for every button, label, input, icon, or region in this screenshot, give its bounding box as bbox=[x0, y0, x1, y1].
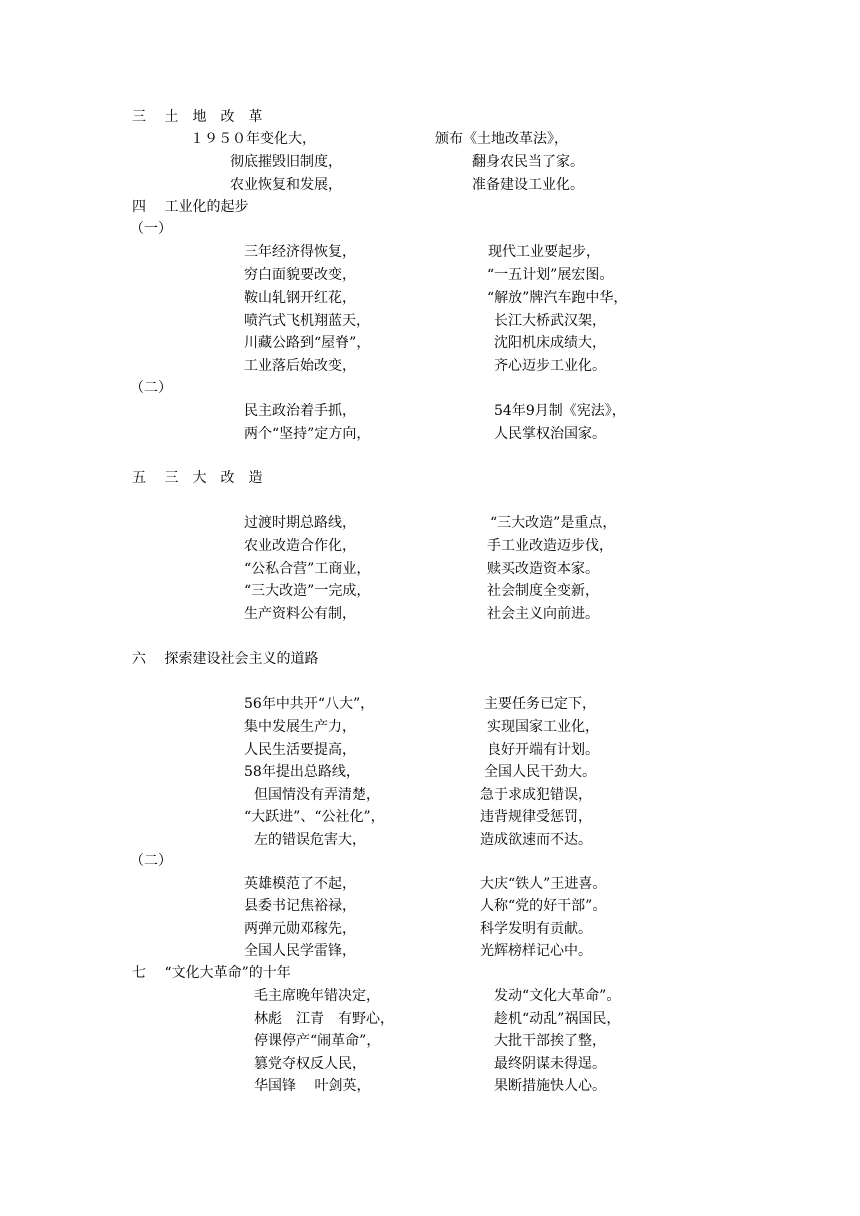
poem-line-right: 社会制度全变新， bbox=[487, 583, 599, 599]
poem-line-right: 人称“党的好干部”。 bbox=[480, 898, 607, 914]
poem-line-right: 准备建设工业化。 bbox=[472, 177, 584, 193]
poem-line-right: 科学发明有贡献。 bbox=[480, 921, 592, 937]
poem-line-left: “大跃进”、“公社化”， bbox=[244, 809, 385, 825]
poem-line-left: １９５０年变化大， bbox=[190, 131, 316, 147]
poem-line-left: 全国人民学雷锋， bbox=[244, 943, 356, 959]
poem-line-left: 生产资料公有制， bbox=[244, 606, 356, 622]
poem-line-left: 民主政治着手抓， bbox=[244, 403, 356, 419]
poem-line-right: 主要任务已定下， bbox=[484, 696, 596, 712]
poem-line-left: 穷白面貌要改变， bbox=[244, 267, 356, 283]
poem-line-right: 颁布《土地改革法》， bbox=[435, 131, 568, 147]
poem-line-left: “三大改造”一完成， bbox=[244, 583, 371, 599]
poem-line-left: 毛主席晚年错决定， bbox=[254, 988, 380, 1004]
poem-line-left: 彻底摧毁旧制度， bbox=[230, 154, 342, 170]
poem-line-right: 全国人民干劲大。 bbox=[484, 764, 596, 780]
subsection-label: （一） bbox=[130, 221, 172, 237]
poem-line-right: 趁机“动乱”祸国民， bbox=[494, 1011, 621, 1027]
poem-line-left: 三年经济得恢复， bbox=[244, 244, 356, 260]
poem-line-left: 左的错误危害大， bbox=[254, 832, 366, 848]
poem-line-right: 发动“文化大革命”。 bbox=[494, 988, 621, 1004]
section-4-heading: 四 工业化的起步 bbox=[132, 199, 249, 215]
section-5-heading: 五 三 大 改 造 bbox=[132, 470, 263, 486]
poem-line-right: 翻身农民当了家。 bbox=[472, 154, 584, 170]
poem-line-left: 过渡时期总路线， bbox=[244, 515, 356, 531]
poem-line-right: “解放”牌汽车跑中华， bbox=[487, 290, 628, 306]
poem-line-right: 齐心迈步工业化。 bbox=[494, 358, 606, 374]
poem-line-right: 光辉榜样记心中。 bbox=[480, 943, 592, 959]
poem-line-left: “公私合营”工商业， bbox=[244, 561, 371, 577]
poem-line-right: 违背规律受惩罚， bbox=[480, 809, 592, 825]
poem-line-right: 沈阳机床成绩大， bbox=[494, 335, 606, 351]
poem-line-left: 林彪 江青 有野心， bbox=[254, 1011, 394, 1027]
poem-line-left: 喷汽式飞机翔蓝天， bbox=[244, 313, 370, 329]
poem-line-right: 手工业改造迈步伐， bbox=[487, 538, 613, 554]
poem-line-left: 58年提出总路线， bbox=[244, 764, 360, 780]
poem-line-right: “一五计划”展宏图。 bbox=[487, 267, 614, 283]
poem-line-left: 两弹元勋邓稼先， bbox=[244, 921, 356, 937]
poem-line-right: 社会主义向前进。 bbox=[487, 606, 599, 622]
poem-line-left: 农业恢复和发展， bbox=[230, 177, 342, 193]
poem-line-right: 造成欲速而不达。 bbox=[480, 832, 592, 848]
poem-line-left: 篡党夺权反人民， bbox=[254, 1056, 366, 1072]
poem-line-left: 两个“坚持”定方向， bbox=[244, 426, 371, 442]
poem-line-right: 长江大桥武汉架， bbox=[494, 313, 606, 329]
poem-line-left: 鞍山轧钢开红花， bbox=[244, 290, 356, 306]
poem-line-left: 人民生活要提高， bbox=[244, 742, 356, 758]
section-7-heading: 七 “文化大革命”的十年 bbox=[132, 965, 291, 981]
poem-line-right: 现代工业要起步， bbox=[488, 244, 600, 260]
poem-line-right: 实现国家工业化， bbox=[487, 719, 599, 735]
poem-line-left: 川藏公路到“屋脊”， bbox=[244, 335, 371, 351]
poem-line-right: 赎买改造资本家。 bbox=[487, 561, 599, 577]
poem-line-left: 但国情没有弄清楚， bbox=[254, 787, 380, 803]
poem-line-right: 良好开端有计划。 bbox=[487, 742, 599, 758]
section-3-heading: 三 土 地 改 革 bbox=[132, 109, 263, 125]
poem-line-right: “三大改造”是重点， bbox=[490, 515, 617, 531]
section-6-heading: 六 探索建设社会主义的道路 bbox=[132, 651, 319, 667]
poem-line-right: 大批干部挨了整， bbox=[494, 1033, 606, 1049]
poem-line-left: 工业落后始改变， bbox=[244, 358, 356, 374]
poem-line-left: 县委书记焦裕禄， bbox=[244, 898, 356, 914]
poem-line-right: 急于求成犯错误， bbox=[480, 787, 592, 803]
poem-line-right: 人民掌权治国家。 bbox=[494, 426, 606, 442]
poem-line-left: 华国锋 叶剑英， bbox=[254, 1078, 371, 1094]
poem-line-right: 大庆“铁人”王进喜。 bbox=[480, 876, 607, 892]
poem-line-right: 54年9月制《宪法》， bbox=[494, 403, 626, 419]
poem-line-right: 最终阴谋未得逞。 bbox=[494, 1056, 606, 1072]
poem-line-right: 果断措施快人心。 bbox=[494, 1078, 606, 1094]
poem-line-left: 农业改造合作化， bbox=[244, 538, 356, 554]
poem-line-left: 英雄模范了不起， bbox=[244, 876, 356, 892]
poem-line-left: 56年中共开“八大”， bbox=[244, 696, 375, 712]
poem-line-left: 停课停产“闹革命”， bbox=[254, 1033, 381, 1049]
poem-line-left: 集中发展生产力， bbox=[244, 719, 356, 735]
subsection-label: （二） bbox=[130, 853, 172, 869]
subsection-label: （二） bbox=[130, 380, 172, 396]
